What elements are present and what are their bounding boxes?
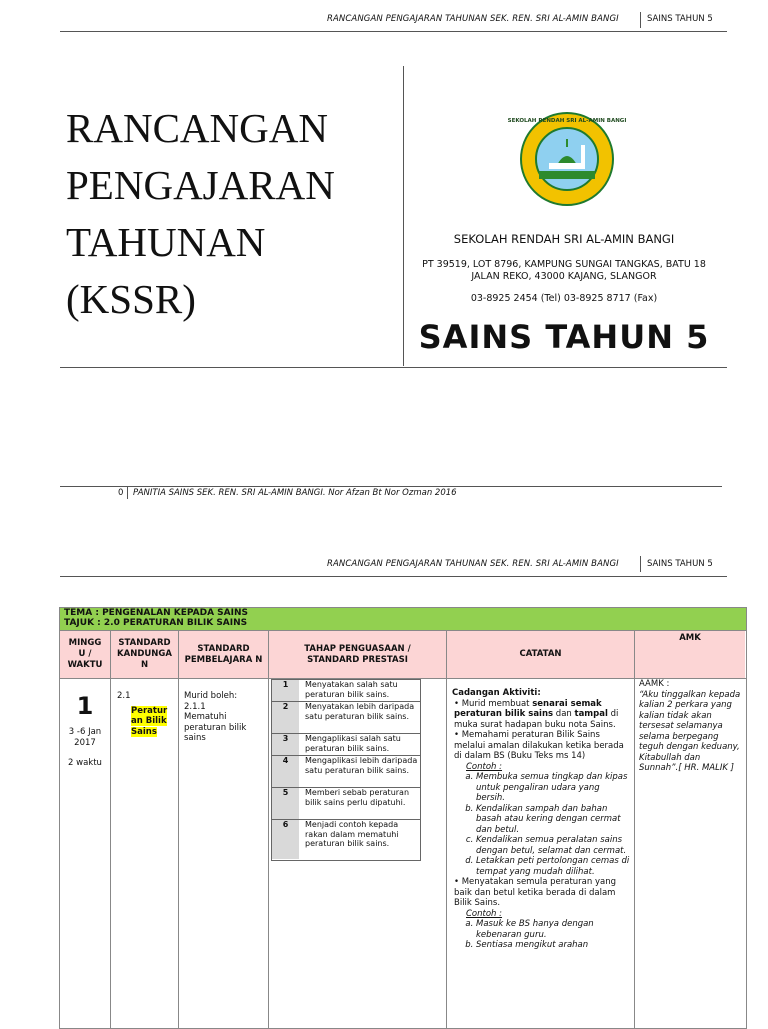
school-phone: 03-8925 2454 (Tel) 03-8925 8717 (Fax) [470, 293, 658, 304]
divider [127, 487, 128, 499]
page-header-left: RANCANGAN PENGAJARAN TAHUNAN SEK. REN. SRI AL-AMIN BANGI [327, 14, 619, 24]
catatan-item: • Menyatakan semula peraturan yang baik dan betul ketika berada di dalam Bilik Sains. [454, 877, 616, 908]
list-item: a. Masuk ke BS hanya dengan kebenaran guru. [476, 919, 630, 940]
standard-pembelajaran-cell [179, 679, 269, 1028]
level-row [272, 788, 420, 820]
week-waktu: 2 waktu [68, 758, 102, 768]
tema-row [60, 608, 746, 631]
catatan-item: • Murid membuat senarai semak peraturan bilik sains dan tampal di muka surat hadapan buku nota Sains. [454, 698, 619, 730]
page-header-left: RANCANGAN PENGAJARAN TAHUNAN SEK. REN. SRI AL-AMIN BANGI [327, 559, 619, 569]
contoh-label: Contoh : [466, 761, 503, 772]
level-row [272, 680, 420, 702]
sk-title: Peratur an Bilik Sains [131, 705, 168, 737]
footer-rule [60, 486, 722, 487]
level-row [272, 702, 420, 734]
level-number: 5 [272, 788, 299, 819]
standard-kandungan-cell [111, 679, 179, 1028]
amk-header: AMK [679, 633, 701, 643]
header-rule [60, 576, 727, 577]
lesson-plan-table [59, 607, 747, 1029]
divider [640, 12, 641, 28]
col-minggu: MINGG U / WAKTU [60, 631, 111, 678]
catatan-text: Murid membuat [461, 698, 530, 709]
week-number: 1 [76, 692, 94, 720]
level-row [272, 756, 420, 788]
levels-box [271, 679, 421, 861]
school-address-2: JALAN REKO, 43000 KAJANG, SLANGOR [471, 271, 657, 282]
title-line: RANCANGAN [66, 105, 328, 151]
list-item: b. Sentiasa mengikut arahan [476, 940, 630, 951]
level-number: 4 [272, 756, 299, 787]
sp-text: Mematuhi peraturan bilik sains [184, 712, 247, 743]
title-divider [403, 66, 404, 366]
minggu-cell [60, 679, 111, 1028]
level-number: 1 [272, 680, 299, 701]
footer-page-number: 0 [118, 488, 124, 498]
catatan-title: Cadangan Aktiviti: [452, 688, 541, 698]
list-item: c. Kendalikan semua peralatan sains dengan betul, selamat dan cermat. [476, 835, 630, 856]
level-number: 3 [272, 734, 299, 755]
col-standard-pembelajaran: STANDARD PEMBELAJARA N [179, 631, 269, 678]
level-text: Mengaplikasi salah satu peraturan bilik sains. [305, 734, 401, 753]
level-text: Menyatakan salah satu peraturan bilik sains. [305, 680, 398, 699]
subject-title: SAINS TAHUN 5 [418, 318, 710, 356]
catatan-bold: tampal [574, 709, 608, 719]
sk-code: 2.1 [117, 691, 131, 701]
catatan-text: di muka surat hadapan buku nota Sains. [454, 709, 619, 730]
title-line: (KSSR) [66, 276, 196, 322]
amk-label: AAMK : [639, 679, 670, 689]
contoh-label: Contoh : [466, 908, 503, 919]
col-tahap-penguasaan: TAHAP PENGUASAAN / STANDARD PRESTASI [269, 631, 447, 678]
tema-text: TEMA : PENGENALAN KEPADA SAINS [64, 608, 248, 618]
level-text: Menyatakan lebih daripada satu peraturan bilik sains. [305, 702, 415, 721]
col-amk [635, 631, 745, 678]
school-name: SEKOLAH RENDAH SRI AL-AMIN BANGI [453, 232, 675, 246]
level-number: 2 [272, 702, 299, 733]
amk-cell [635, 679, 745, 1028]
level-row [272, 820, 420, 859]
cover-rule [60, 367, 727, 368]
contoh-list [452, 919, 630, 951]
level-number: 6 [272, 820, 299, 859]
level-row [272, 734, 420, 756]
level-text: Mengaplikasi lebih daripada satu peraturan bilik sains. [305, 756, 418, 775]
week-date: 3 -6 Jan 2017 [68, 727, 102, 748]
divider [640, 556, 641, 572]
document-title [66, 100, 335, 328]
title-line: PENGAJARAN [66, 162, 335, 208]
tahap-cell [269, 679, 447, 1028]
school-logo [507, 111, 627, 207]
catatan-item: • Memahami peraturan Bilik Sains melalui amalan dilakukan ketika berada di dalam BS (Buku Teks ms 14) [454, 730, 624, 761]
list-item: d. Letakkan peti pertolongan cemas di tempat yang mudah dilihat. [476, 856, 630, 877]
amk-quote: “Aku tinggalkan kepada kalian 2 perkara yang kalian tidak akan tersesat selamanya selama berpegang teguh dengan keduany, Kitabullah dan Sunnah”.[ HR. MALIK ] [639, 689, 741, 773]
sp-intro: Murid boleh: [184, 691, 238, 701]
contoh-list [452, 772, 630, 877]
catatan-bold: senarai semak peraturan bilik sains [454, 698, 602, 719]
school-address-1: PT 39519, LOT 8796, KAMPUNG SUNGAI TANGKAS, BATU 18 [422, 259, 706, 270]
page-header-right: SAINS TAHUN 5 [647, 559, 713, 569]
title-line: TAHUNAN [66, 219, 266, 265]
list-item: b. Kendalikan sampah dan bahan basah atau kering dengan cermat dan betul. [476, 804, 630, 836]
footer-text: PANITIA SAINS SEK. REN. SRI AL-AMIN BANGI. Nor Afzan Bt Nor Ozman 2016 [133, 488, 457, 498]
sp-code: 2.1.1 [184, 701, 206, 712]
header-rule [60, 31, 727, 32]
catatan-cell [447, 679, 635, 1028]
list-item: a. Membuka semua tingkap dan kipas untuk pengaliran udara yang bersih. [476, 772, 630, 804]
level-text: Memberi sebab peraturan bilik sains perlu dipatuhi. [305, 788, 410, 807]
catatan-text: dan [555, 709, 572, 719]
level-text: Menjadi contoh kepada rakan dalam mematuhi peraturan bilik sains. [305, 820, 399, 848]
page-header-right: SAINS TAHUN 5 [647, 14, 713, 24]
col-catatan: CATATAN [447, 631, 635, 678]
svg-text:SEKOLAH RENDAH SRI AL-AMIN BAN: SEKOLAH RENDAH SRI AL-AMIN BANGI [507, 118, 627, 124]
col-standard-kandungan: STANDARD KANDUNGA N [111, 631, 179, 678]
tajuk-text: TAJUK : 2.0 PERATURAN BILIK SAINS [64, 618, 248, 628]
